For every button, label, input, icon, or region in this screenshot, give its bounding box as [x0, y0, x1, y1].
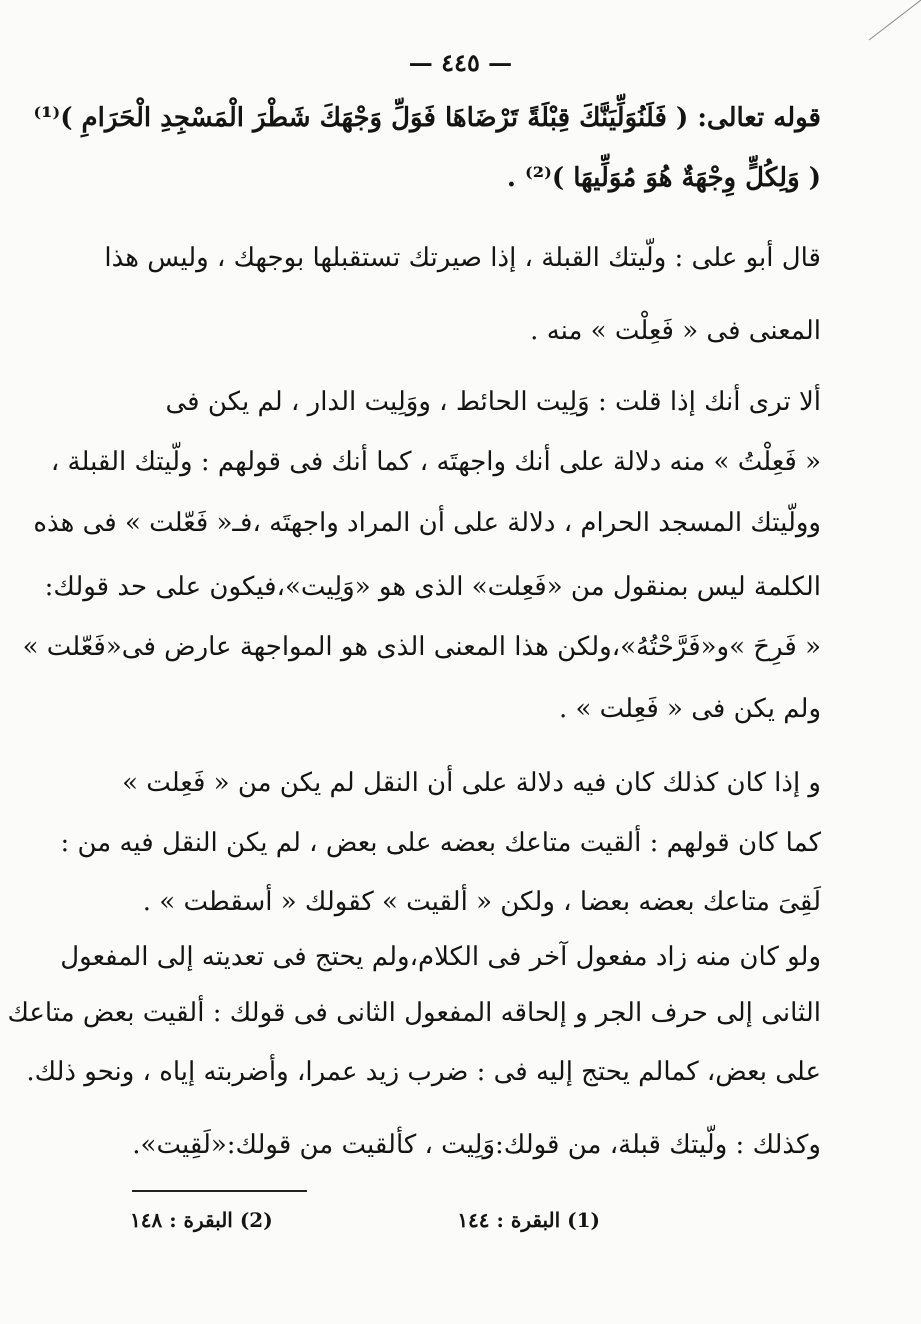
paragraph-line: « فَعِلْتُ » منه دلالة على أنك واجهتَه ، كما أنك فى قولهم : ولّيتك القبلة ،	[50, 447, 821, 477]
page-number: — ٤٤٥ —	[408, 48, 513, 77]
footnote-2: (2) البقرة : ١٤٨	[130, 1208, 273, 1232]
verse-line-2: ( وَلِكُلٍّ وِجْهَةٌ هُوَ مُوَلِّيهَا )⁽²⁾ .	[506, 163, 821, 193]
paragraph-line: « فَرِحَ »و«فَرَّحْتُهُ»،ولكن هذا المعنى الذى هو المواجهة عارض فى«فَعّلت »	[22, 632, 821, 662]
paragraph-line: وكذلك : ولّيتك قبلة، من قولك:وَلِيت ، كألقيت من قولك:«لَقِيت».	[132, 1130, 821, 1160]
paragraph-line: و إذا كان كذلك كان فيه دلالة على أن النقل لم يكن من « فَعِلت »	[122, 768, 821, 798]
paragraph-line: قال أبو على : ولّيتك القبلة ، إذا صيرتك تستقبلها بوجهك ، وليس هذا	[104, 243, 821, 273]
footnote-1: (1) البقرة : ١٤٤	[457, 1208, 600, 1232]
paragraph-line: كما كان قولهم : ألقيت متاعك بعضه على بعض ، لم يكن النقل فيه من :	[60, 828, 821, 858]
paragraph-line: ولم يكن فى « فَعِلت » .	[558, 694, 821, 724]
paragraph-line: المعنى فى « فَعِلْت » منه .	[530, 316, 821, 346]
verse-line-1: قوله تعالى: ( فَلَنُوَلِّيَنَّكَ قِبْلَةً تَرْضَاهَا فَوَلِّ وَجْهَكَ شَطْرَ الْمَسْجِدِ الْحَرَامِ )⁽¹⁾	[33, 103, 821, 133]
paragraph-line: ولو كان منه زاد مفعول آخر فى الكلام،ولم يحتج فى تعديته إلى المفعول	[60, 942, 821, 972]
paragraph-line: الكلمة ليس بمنقول من «فَعِلت» الذى هو «وَلِيت»،فيكون على حد قولك:	[44, 572, 821, 602]
paragraph-line: لَقِىَ متاعك بعضه بعضا ، ولكن « ألقيت » كقولك « أسقطت » .	[142, 887, 821, 917]
paragraph-line: وولّيتك المسجد الحرام ، دلالة على أن المراد واجهتَه ،فـ« فَعّلت » فى هذه	[33, 508, 821, 538]
paragraph-line: الثانى إلى حرف الجر و إلحاقه المفعول الثانى فى قولك : ألقيت بعض متاعك	[7, 998, 821, 1028]
paragraph-line: ألا ترى أنك إذا قلت : وَلِيت الحائط ، ووَلِيت الدار ، لم يكن فى	[165, 387, 821, 417]
footnote-divider	[132, 1190, 307, 1192]
paragraph-line: على بعض، كمالم يحتج إليه فى : ضرب زيد عمرا، وأضربته إياه ، ونحو ذلك.	[26, 1057, 821, 1087]
page-body	[7, 0, 821, 1180]
footnotes	[130, 1208, 600, 1232]
